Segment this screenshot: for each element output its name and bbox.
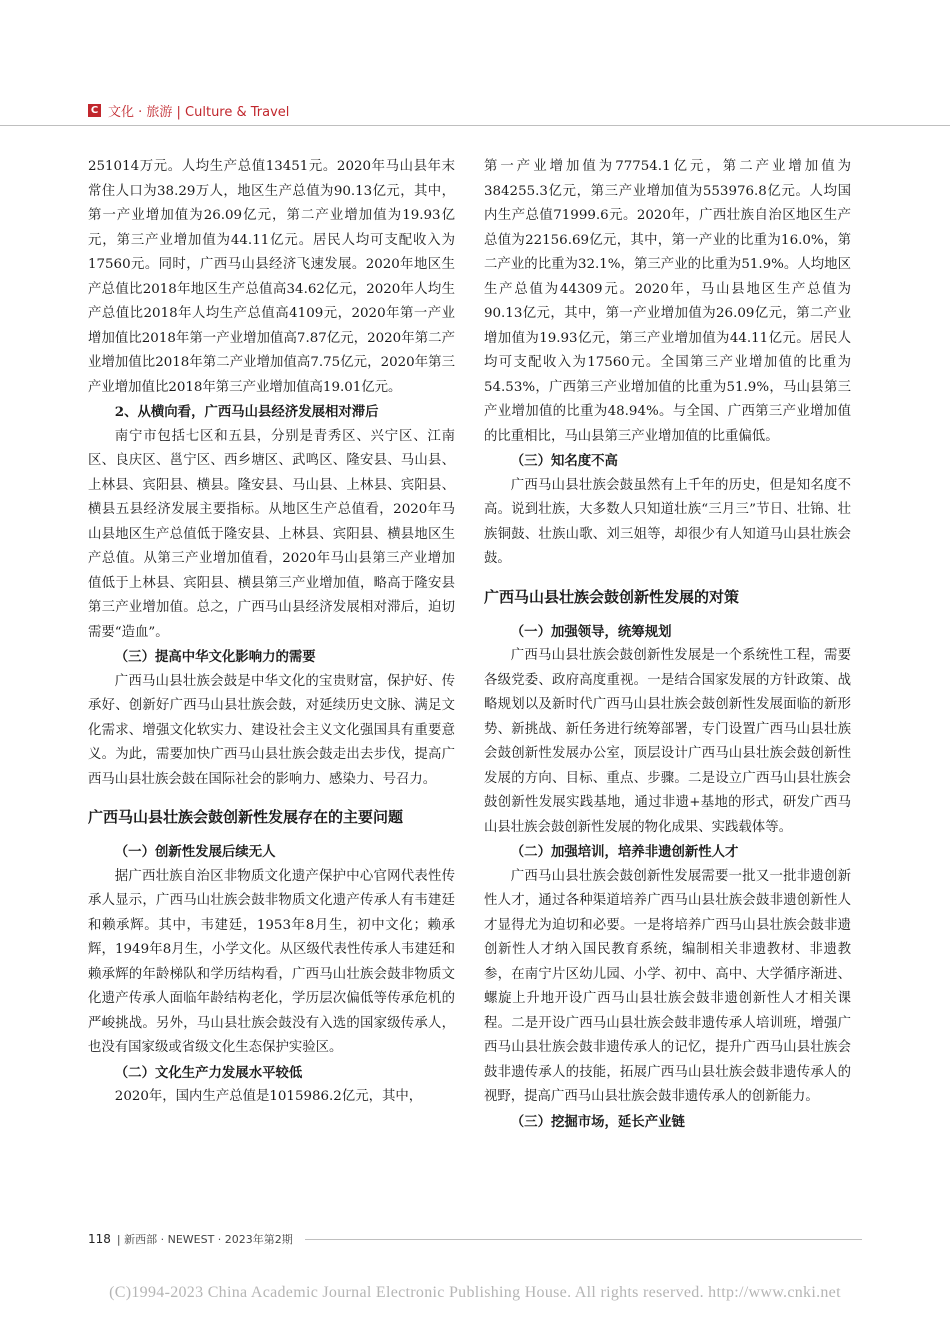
footer-divider <box>305 1239 862 1240</box>
paragraph: 据广西壮族自治区非物质文化遗产保护中心官网代表性传承人显示，广西马山壮族会鼓非物质文化遗产传承人有韦建廷和赖承辉。其中，韦建廷，1953年8月生，初中文化；赖承辉，1949年8月生，小学文化。从区级代表性传承人韦建廷和赖承辉的年龄梯队和学历结构看，广西马山壮族会鼓非物质文化遗产传承人面临年龄结构老化，学历层次偏低等传承危机的严峻挑战。另外，马山县壮族会鼓没有入选的国家级传承人，也没有国家级或省级文化生态保护实验区。 <box>88 868 455 1055</box>
section-heading: 广西马山县壮族会鼓创新性发展的对策 <box>484 587 740 606</box>
subheading: （一）创新性发展后续无人 <box>114 844 276 860</box>
right-column <box>484 155 851 1134</box>
paragraph: 广西马山县壮族会鼓虽然有上千年的历史，但是知名度不高。说到壮族，大多数人只知道壮族“三月三”节日、壮锦、壮族铜鼓、壮族山歌、刘三姐等，却很少有人知道马山县壮族会鼓。 <box>484 477 851 566</box>
left-column <box>88 155 455 1110</box>
subheading: （三）知名度不高 <box>510 453 618 469</box>
subheading: （一）加强领导，统筹规划 <box>510 623 672 640</box>
page-number: 118 <box>88 1232 111 1246</box>
header-section-label: 文化 · 旅游 | Culture & Travel <box>108 104 290 120</box>
section-heading: 广西马山县壮族会鼓创新性发展存在的主要问题 <box>88 808 404 826</box>
subheading: （三）提高中华文化影响力的需要 <box>114 649 316 665</box>
paragraph: 251014万元。人均生产总值13451元。2020年马山县年末常住人口为38.29万人，地区生产总值为90.13亿元，其中，第一产业增加值为26.09亿元，第二产业增加值为19.93亿元，第三产业增加值为44.11亿元。居民人均可支配收入为17560元。同时，广西马山县经济飞速发展。2020年地区生产总值比2018年地区生产总值高34.62亿元，2020年人均生产总值比2018年人均生产总值高4109元，2020年第一产业增加值比2018年第一产业增加值高7.87亿元，2020年第二产业增加值比2018年第二产业增加值高7.75亿元，2020年第三产业增加值比2018年第三产业增加值高19.01亿元。 <box>88 159 455 395</box>
paragraph: 第一产业增加值为77754.1亿元，第二产业增加值为384255.3亿元，第三产业增加值为553976.8亿元。人均国内生产总值71999.6元。2020年，广西壮族自治区地区生产总值为22156.69亿元，其中，第一产业的比重为16.0%，第二产业的比重为32.1%，第三产业的比重为51.9%。人均地区生产总值为44309元。2020年，马山县地区生产总值为90.13亿元，其中，第一产业增加值为26.09亿元，第二产业增加值为19.93亿元，第三产业增加值为44.11亿元。居民人均可支配收入为17560元。全国第三产业增加值的比重为54.53%，广西第三产业增加值的比重为51.9%，马山县第三产业增加值的比重为48.94%。与全国、广西第三产业增加值的比重相比，马山县第三产业增加值的比重偏低。 <box>484 159 851 444</box>
subheading: （二）加强培训，培养非遗创新性人才 <box>510 844 739 860</box>
subheading: （二）文化生产力发展水平较低 <box>114 1064 303 1081</box>
paragraph: 南宁市包括七区和五县，分别是青秀区、兴宁区、江南区、良庆区、邕宁区、西乡塘区、武鸣区、隆安县、马山县、上林县、宾阳县、横县。隆安县、马山县、上林县、宾阳县、横县五县经济发展主要指标。从地区生产总值看，2020年马山县地区生产总值低于隆安县、上林县、宾阳县、横县地区生产总值。从第三产业增加值看，2020年马山县第三产业增加值低于上林县、宾阳县、横县第三产业增加值，略高于隆安县第三产业增加值。总之，广西马山县经济发展相对滞后，迫切需要“造血”。 <box>88 428 455 640</box>
journal-info: | 新西部 · NEWEST · 2023年第2期 <box>116 1233 293 1246</box>
running-header <box>88 100 289 120</box>
paragraph: 2020年，国内生产总值是1015986.2亿元，其中， <box>114 1089 423 1104</box>
subheading: 2、从横向看，广西马山县经济发展相对滞后 <box>114 404 379 420</box>
paragraph: 广西马山县壮族会鼓是中华文化的宝贵财富，保护好、传承好、创新好广西马山县壮族会鼓，对延续历史文脉、满足文化需求、增强文化软实力、建设社会主义文化强国具有重要意义。为此，需要加快广西马山县壮族会鼓走出去步伐，提高广西马山县壮族会鼓在国际社会的影响力、感染力、号召力。 <box>88 673 455 787</box>
page-footer <box>88 1231 862 1247</box>
copyright-notice: (C)1994-2023 China Academic Journal Electronic Publishing House. All rights reserved. http://www.cnki.net <box>109 1284 841 1301</box>
journal-logo-icon: C <box>88 104 101 117</box>
paragraph: 广西马山县壮族会鼓创新性发展是一个系统性工程，需要各级党委、政府高度重视。一是结合国家发展的方针政策、战略规划以及新时代广西马山县壮族会鼓创新性发展面临的新形势、新挑战、新任务进行统筹部署，专门设置广西马山县壮族会鼓创新性发展办公室，顶层设计广西马山县壮族会鼓创新性发展的方向、目标、重点、步骤。二是设立广西马山县壮族会鼓创新性发展实践基地，通过非遗+基地的形式，研发广西马山县壮族会鼓创新性发展的物化成果、实践载体等。 <box>484 648 851 835</box>
subheading: （三）挖掘市场，延长产业链 <box>510 1113 685 1130</box>
paragraph: 广西马山县壮族会鼓创新性发展需要一批又一批非遗创新性人才，通过各种渠道培养广西马山县壮族会鼓非遗创新性人才显得尤为迫切和必要。一是将培养广西马山县壮族会鼓非遗创新性人才纳入国民教育系统，编制相关非遗教材、非遗教参，在南宁片区幼儿园、小学、初中、高中、大学循序渐进、螺旋上升地开设广西马山县壮族会鼓非遗创新性人才相关课程。二是开设广西马山县壮族会鼓非遗传承人培训班，增强广西马山县壮族会鼓非遗传承人的记忆，提升广西马山县壮族会鼓非遗传承人的技能，拓展广西马山县壮族会鼓非遗传承人的视野，提高广西马山县壮族会鼓非遗传承人的创新能力。 <box>484 868 851 1104</box>
header-divider <box>0 125 950 126</box>
